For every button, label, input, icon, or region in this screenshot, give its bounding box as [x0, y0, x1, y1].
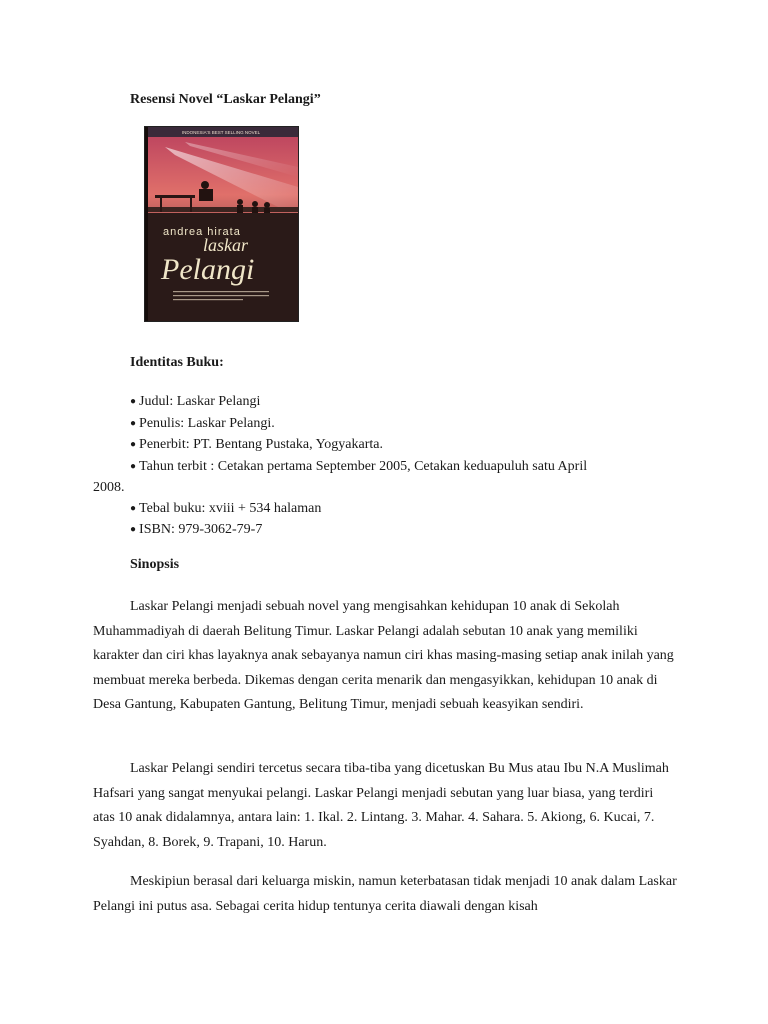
- cover-author: andrea hirata: [163, 226, 241, 238]
- cover-banner: INDONESIA'S BEST SELLING NOVEL: [181, 130, 261, 135]
- list-item: ● Penerbit: PT. Bentang Pustaka, Yogyakarta.: [130, 437, 383, 452]
- bullet-icon: ●: [130, 524, 137, 535]
- book-cover-illustration: [145, 127, 298, 321]
- identity-heading: Identitas Buku:: [130, 355, 224, 370]
- cover-title-line2: Pelangi: [161, 253, 255, 286]
- list-item: ● Penulis: Laskar Pelangi.: [130, 415, 275, 431]
- bullet-icon: ●: [130, 439, 137, 450]
- synopsis-paragraph: Laskar Pelangi menjadi sebuah novel yang mengisahkan kehidupan 10 anak di Sekolah Muhammadiyah di daerah Belitung Timur. Laskar Pelangi adalah sebutan 10 anak yang memiliki karakter dan ciri khas layaknya anak sebayanya namun ciri khas masing-masing setiap anak inilah yang membuat mereka berbeda. Dikemas dengan cerita menarik dan mengasyikkan, kehidupan 10 anak di Desa Gantung, Kabupaten Gantung, Belitung Timur, menjadi sebuah keasyikan sendiri.: [93, 599, 674, 712]
- cover-title-line1: laskar: [203, 235, 248, 255]
- synopsis-heading: Sinopsis: [130, 557, 180, 572]
- bullet-icon: ●: [130, 396, 137, 407]
- bullet-icon: ●: [130, 417, 137, 429]
- list-item: ● Tahun terbit : Cetakan pertama September 2005, Cetakan keduapuluh satu April: [130, 458, 588, 474]
- bullet-icon: ●: [130, 460, 137, 472]
- list-item: ● Judul: Laskar Pelangi: [130, 394, 261, 409]
- synopsis-paragraph: Meskipiun berasal dari keluarga miskin, namun keterbatasan tidak menjadi 10 anak dalam Laskar Pelangi ini putus asa. Sebagai cerita hidup tentunya cerita diawali dengan kisah: [93, 874, 677, 914]
- synopsis-paragraph: Laskar Pelangi sendiri tercetus secara tiba-tiba yang dicetuskan Bu Mus atau Ibu N.A Muslimah Hafsari yang sangat menyukai pelangi. Laskar Pelangi menjadi sebutan yang luar biasa, yang terdiri atas 10 anak didalamnya, antara lain: 1. Ikal. 2. Lintang. 3. Mahar. 4. Sahara. 5. Akiong, 6. Kucai, 7. Syahdan, 8. Borek, 9. Trapani, 10. Harun.: [93, 761, 669, 850]
- bullet-icon: ●: [130, 502, 137, 514]
- list-item-continuation: 2008.: [93, 480, 125, 495]
- book-cover-image: [144, 126, 299, 322]
- identity-list: [93, 392, 653, 542]
- document-title: Resensi Novel “Laskar Pelangi”: [130, 92, 321, 107]
- list-item: ● Tebal buku: xviii + 534 halaman: [130, 500, 322, 516]
- list-item: ● ISBN: 979-3062-79-7: [130, 522, 263, 537]
